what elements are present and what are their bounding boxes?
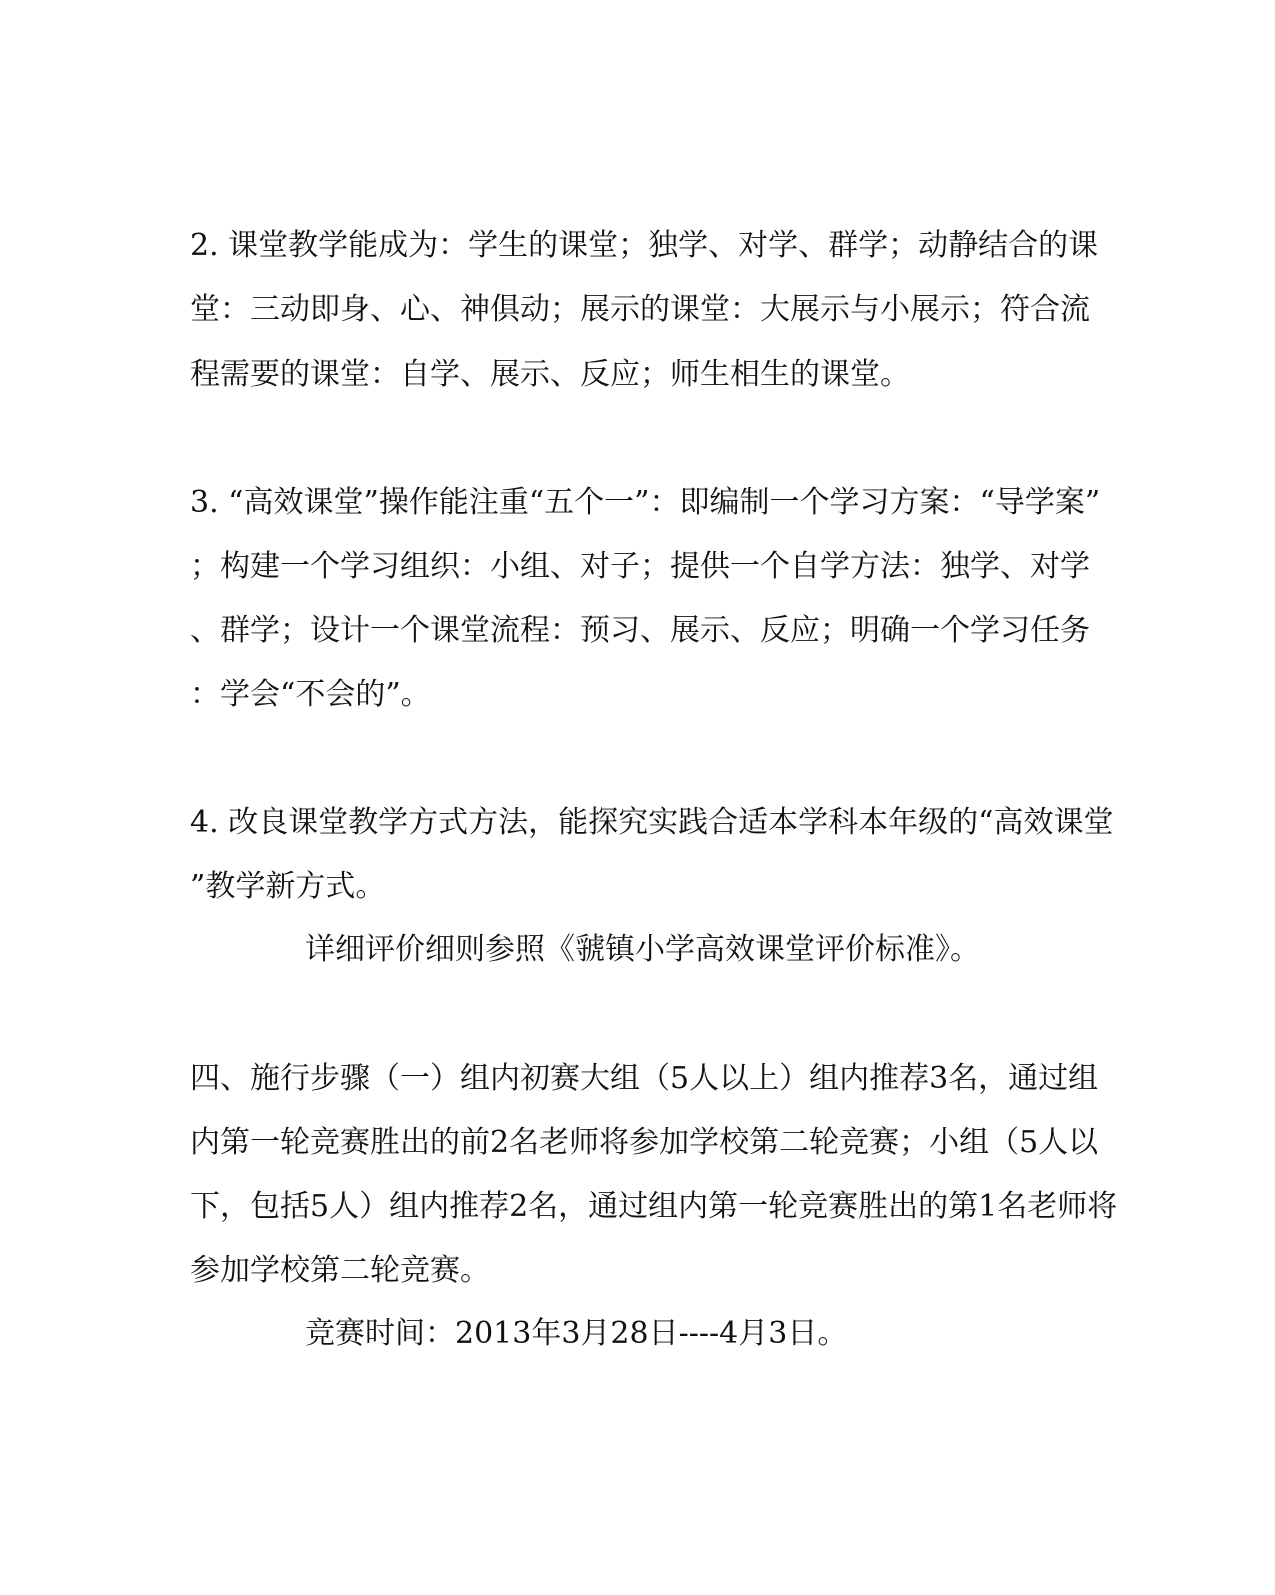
section-4-line-4: 参加学校第二轮竞赛。 [190, 1253, 490, 1288]
paragraph-3-line-4: ：学会“不会的”。 [190, 677, 431, 712]
paragraph-2-line-1: 2. 课堂教学能成为：学生的课堂；独学、对学、群学；动静结合的课 [190, 228, 1099, 263]
section-4-line-3: 下，包括5人）组内推荐2名，通过组内第一轮竞赛胜出的第1名老师将 [190, 1189, 1118, 1224]
section-4-line-1: 四、施行步骤（一）组内初赛大组（5人以上）组内推荐3名，通过组 [190, 1061, 1099, 1096]
paragraph-2-line-2: 堂：三动即身、心、神俱动；展示的课堂：大展示与小展示；符合流 [190, 292, 1090, 327]
paragraph-4-line-2: ”教学新方式。 [190, 869, 386, 904]
paragraph-3-line-1: 3. “高效课堂”操作能注重“五个一”：即编制一个学习方案：“导学案” [190, 485, 1101, 520]
paragraph-4-line-1: 4. 改良课堂教学方式方法，能探究实践合适本学科本年级的“高效课堂 [190, 805, 1114, 840]
paragraph-2-line-3: 程需要的课堂：自学、展示、反应；师生相生的课堂。 [190, 357, 910, 392]
evaluation-note: 详细评价细则参照《虢镇小学高效课堂评价标准》。 [305, 932, 980, 967]
competition-time: 竞赛时间：2013年3月28日----4月3日。 [305, 1316, 848, 1351]
paragraph-3-line-2: ；构建一个学习组织：小组、对子；提供一个自学方法：独学、对学 [190, 549, 1090, 584]
paragraph-3-line-3: 、群学；设计一个课堂流程：预习、展示、反应；明确一个学习任务 [190, 613, 1090, 648]
section-4-line-2: 内第一轮竞赛胜出的前2名老师将参加学校第二轮竞赛；小组（5人以 [190, 1125, 1099, 1160]
